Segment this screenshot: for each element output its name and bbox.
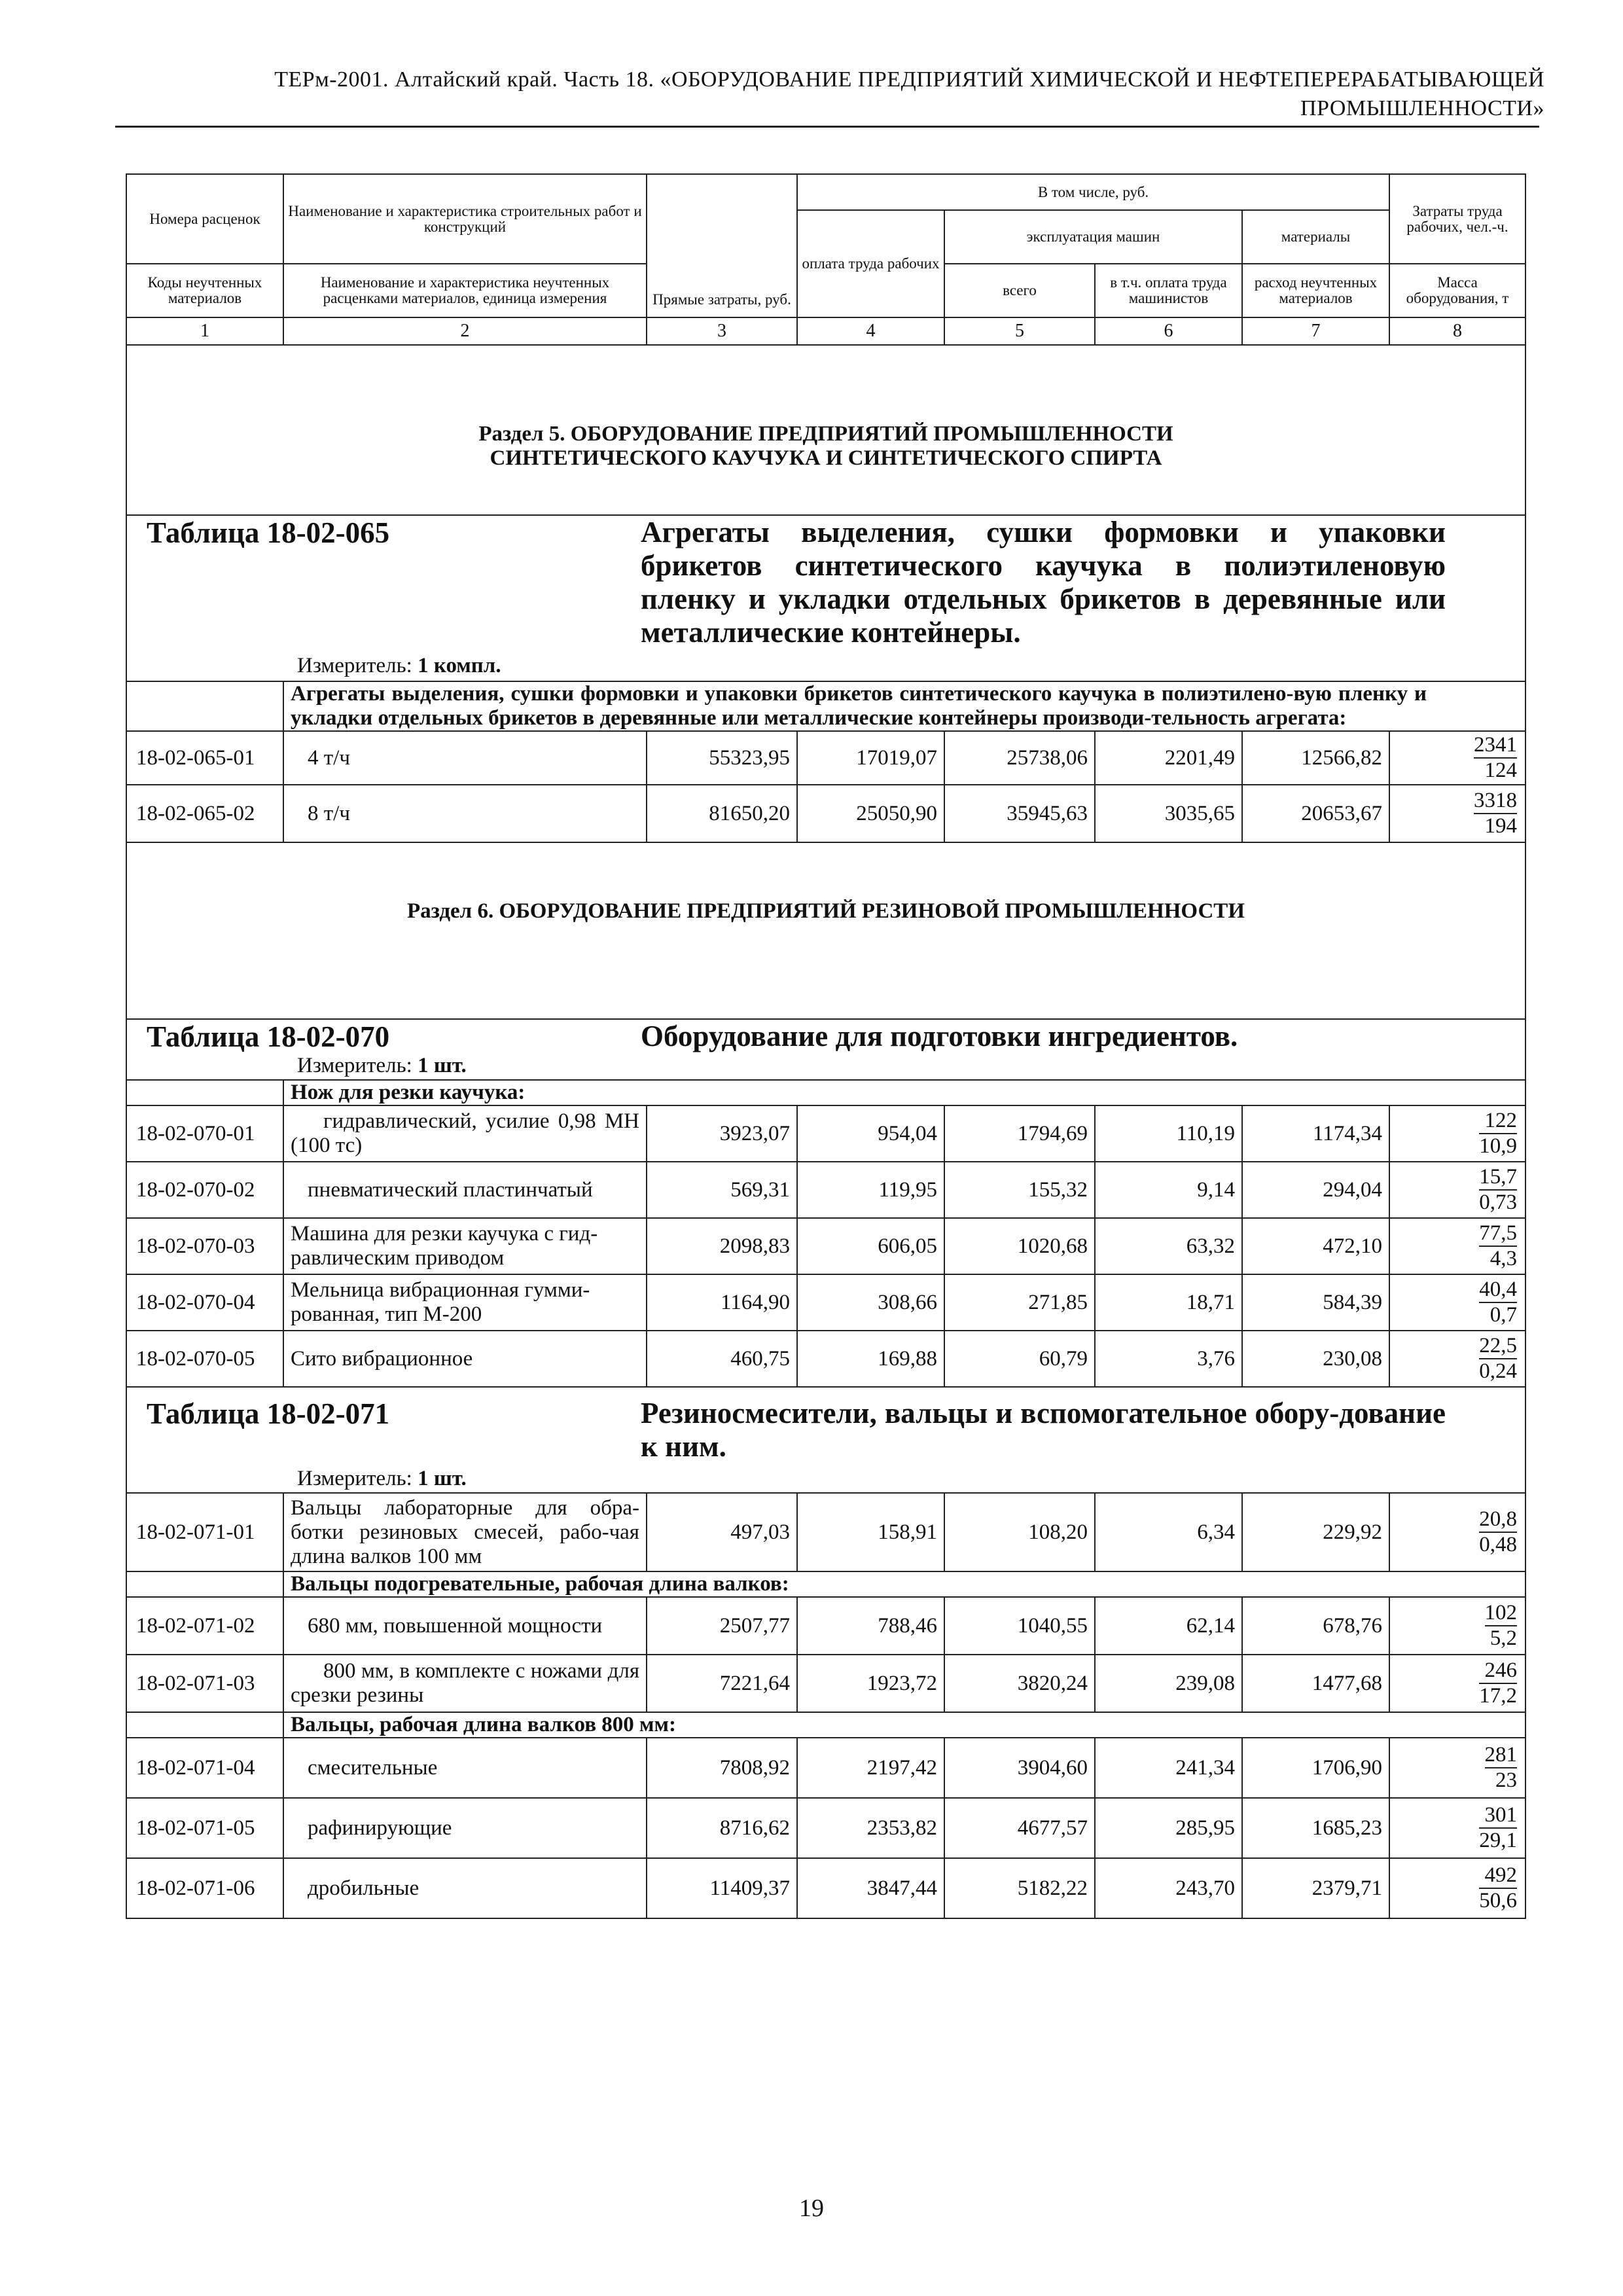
table-row — [126, 731, 1525, 785]
table-row — [126, 1655, 1525, 1712]
direct-cost: 569,31 — [647, 1162, 797, 1218]
wages: 1923,72 — [797, 1655, 944, 1712]
machinist-wages: 62,14 — [1095, 1597, 1242, 1655]
wages: 308,66 — [797, 1274, 944, 1331]
direct-cost: 7221,64 — [647, 1655, 797, 1712]
table-065-group: Агрегаты выделения, сушки формовки и упаковки брикетов синтетического каучука в полиэтилено-вую пленку и укладки отдельных брикетов в деревянные или металлические контейнеры производи-тельность агрегата: — [283, 681, 1525, 731]
wages: 788,46 — [797, 1597, 944, 1655]
wages: 158,91 — [797, 1493, 944, 1571]
direct-cost: 55323,95 — [647, 731, 797, 785]
wages: 3847,44 — [797, 1858, 944, 1918]
table-070-desc: Оборудование для подготовки ингредиентов. — [641, 1020, 1238, 1052]
table-row — [126, 1331, 1525, 1387]
labor-mass — [1389, 1162, 1525, 1218]
header-rule — [115, 126, 1539, 128]
machinist-wages: 3035,65 — [1095, 785, 1242, 842]
labor-mass — [1389, 1597, 1525, 1655]
th-total: всего — [944, 264, 1095, 317]
rate-code: 18-02-065-01 — [126, 731, 283, 785]
materials: 1706,90 — [1242, 1738, 1389, 1798]
labor: 22,5 — [1479, 1334, 1518, 1357]
machinist-wages: 3,76 — [1095, 1331, 1242, 1387]
direct-cost: 11409,37 — [647, 1858, 797, 1918]
materials: 678,76 — [1242, 1597, 1389, 1655]
labor-mass — [1389, 1493, 1525, 1571]
machines-total: 4677,57 — [944, 1798, 1095, 1858]
mass: 0,48 — [1479, 1533, 1518, 1556]
th-incl: В том числе, руб. — [797, 174, 1389, 210]
machines-total: 1020,68 — [944, 1218, 1095, 1274]
rate-name: 800 мм, в комплекте с ножами для срезки резины — [283, 1655, 647, 1712]
table-065-heading — [126, 515, 1525, 681]
table-row — [126, 1597, 1525, 1655]
materials: 1174,34 — [1242, 1105, 1389, 1162]
rate-code: 18-02-071-05 — [126, 1798, 283, 1858]
materials: 1685,23 — [1242, 1798, 1389, 1858]
table-body — [126, 345, 1525, 1918]
machines-total: 3820,24 — [944, 1655, 1095, 1712]
wages: 606,05 — [797, 1218, 944, 1274]
mass: 29,1 — [1479, 1829, 1518, 1852]
mass: 10,9 — [1479, 1134, 1518, 1158]
machinist-wages: 63,32 — [1095, 1218, 1242, 1274]
wages: 954,04 — [797, 1105, 944, 1162]
mass: 5,2 — [1485, 1625, 1518, 1651]
labor-mass — [1389, 1655, 1525, 1712]
direct-cost: 2098,83 — [647, 1218, 797, 1274]
machines-total: 155,32 — [944, 1162, 1095, 1218]
direct-cost: 1164,90 — [647, 1274, 797, 1331]
running-header — [118, 65, 1544, 123]
rate-name: Вальцы лабораторные для обра-ботки резиновых смесей, рабо-чая длина валков 100 мм — [283, 1493, 647, 1571]
labor: 122 — [1484, 1109, 1518, 1132]
table-071-group-1: Вальцы подогревательные, рабочая длина валков: — [283, 1571, 1525, 1597]
th-wages: оплата труда рабочих — [797, 210, 944, 317]
wages: 17019,07 — [797, 731, 944, 785]
rate-name: 680 мм, повышенной мощности — [283, 1597, 647, 1655]
table-row — [126, 1105, 1525, 1162]
labor: 40,4 — [1479, 1278, 1518, 1301]
col-num-5: 5 — [944, 317, 1095, 345]
section-5-title-line-1: Раздел 5. ОБОРУДОВАНИЕ ПРЕДПРИЯТИЙ ПРОМЫШЛЕННОСТИ — [478, 422, 1173, 446]
th-machines: эксплуатация машин — [944, 210, 1242, 264]
rate-name: дробильные — [283, 1858, 647, 1918]
wages: 2353,82 — [797, 1798, 944, 1858]
table-row — [126, 1738, 1525, 1798]
labor-mass — [1389, 1274, 1525, 1331]
labor-mass — [1389, 1105, 1525, 1162]
table-row — [126, 1798, 1525, 1858]
rate-code: 18-02-065-02 — [126, 785, 283, 842]
direct-cost: 2507,77 — [647, 1597, 797, 1655]
direct-cost: 3923,07 — [647, 1105, 797, 1162]
rate-name: пневматический пластинчатый — [283, 1162, 647, 1218]
mass: 0,24 — [1479, 1359, 1518, 1383]
materials: 12566,82 — [1242, 731, 1389, 785]
measure-value: 1 шт. — [418, 1054, 467, 1077]
labor-mass — [1389, 785, 1525, 842]
machines-total: 3904,60 — [944, 1738, 1095, 1798]
th-mat-name: Наименование и характеристика неучтенных расценками материалов, единица измерения — [283, 264, 647, 317]
mass: 194 — [1474, 813, 1517, 838]
rate-name: Машина для резки каучука с гид-равлическим приводом — [283, 1218, 647, 1274]
machines-total: 271,85 — [944, 1274, 1095, 1331]
machinist-wages: 2201,49 — [1095, 731, 1242, 785]
materials: 20653,67 — [1242, 785, 1389, 842]
mass: 50,6 — [1479, 1889, 1518, 1912]
measure-label: Измеритель: — [297, 1467, 418, 1490]
labor: 246 — [1484, 1659, 1518, 1682]
section-5-title — [126, 345, 1525, 515]
mass: 0,73 — [1479, 1191, 1518, 1214]
rate-name: смесительные — [283, 1738, 647, 1798]
table-071-desc: Резиносмесители, вальцы и вспомогательное обору-дование к ним. — [641, 1397, 1446, 1463]
mass: 0,7 — [1479, 1302, 1517, 1327]
th-labor: Затраты труда рабочих, чел.-ч. — [1389, 174, 1525, 264]
th-materials: материалы — [1242, 210, 1389, 264]
machines-total: 25738,06 — [944, 731, 1095, 785]
price-table — [126, 173, 1526, 1919]
labor-mass — [1389, 1331, 1525, 1387]
table-row — [126, 1493, 1525, 1571]
table-row — [126, 785, 1525, 842]
mass: 17,2 — [1479, 1684, 1518, 1708]
table-071-group-2: Вальцы, рабочая длина валков 800 мм: — [283, 1712, 1525, 1738]
table-065-measure — [297, 654, 501, 678]
page-number: 19 — [799, 2195, 824, 2222]
machines-total: 108,20 — [944, 1493, 1095, 1571]
th-work-name: Наименование и характеристика строительных работ и конструкций — [283, 174, 647, 264]
rate-code: 18-02-070-01 — [126, 1105, 283, 1162]
direct-cost: 497,03 — [647, 1493, 797, 1571]
table-070-heading — [126, 1019, 1525, 1080]
table-070-measure — [134, 1054, 641, 1079]
rate-code: 18-02-070-02 — [126, 1162, 283, 1218]
table-071-heading — [126, 1387, 1525, 1493]
wages: 25050,90 — [797, 785, 944, 842]
materials: 472,10 — [1242, 1218, 1389, 1274]
labor: 77,5 — [1479, 1221, 1518, 1245]
header-line-2: ПРОМЫШЛЕННОСТИ» — [1300, 96, 1544, 120]
table-071-measure — [297, 1467, 467, 1491]
labor-mass — [1389, 1738, 1525, 1798]
rate-name: 8 т/ч — [283, 785, 647, 842]
machinist-wages: 285,95 — [1095, 1798, 1242, 1858]
rate-name: Сито вибрационное — [283, 1331, 647, 1387]
labor-mass — [1389, 1798, 1525, 1858]
rate-code: 18-02-071-04 — [126, 1738, 283, 1798]
th-incl-wages: в т.ч. оплата труда машинистов — [1095, 264, 1242, 317]
rate-code: 18-02-070-04 — [126, 1274, 283, 1331]
table-row — [126, 1858, 1525, 1918]
machines-total: 35945,63 — [944, 785, 1095, 842]
th-rates-no: Номера расценок — [126, 174, 283, 264]
materials: 229,92 — [1242, 1493, 1389, 1571]
col-num-6: 6 — [1095, 317, 1242, 345]
labor: 3318 — [1474, 789, 1518, 812]
rate-name: рафинирующие — [283, 1798, 647, 1858]
labor: 492 — [1484, 1863, 1518, 1887]
wages: 169,88 — [797, 1331, 944, 1387]
materials: 584,39 — [1242, 1274, 1389, 1331]
measure-value: 1 шт. — [418, 1467, 467, 1490]
machinist-wages: 241,34 — [1095, 1738, 1242, 1798]
rate-code: 18-02-071-06 — [126, 1858, 283, 1918]
machines-total: 60,79 — [944, 1331, 1095, 1387]
col-num-7: 7 — [1242, 317, 1389, 345]
labor: 281 — [1484, 1743, 1518, 1767]
labor: 2341 — [1474, 733, 1518, 757]
th-mat-use: расход неучтенных материалов — [1242, 264, 1389, 317]
wages: 119,95 — [797, 1162, 944, 1218]
machinist-wages: 6,34 — [1095, 1493, 1242, 1571]
table-065-desc: Агрегаты выделения, сушки формовки и упаковки брикетов синтетического каучука в полиэтиленовую пленку и укладки отдельных брикетов в деревянные или металлические контейнеры. — [641, 516, 1446, 649]
col-num-3: 3 — [647, 317, 797, 345]
wages: 2197,42 — [797, 1738, 944, 1798]
section-5-title-line-2: СИНТЕТИЧЕСКОГО КАУЧУКА И СИНТЕТИЧЕСКОГО СПИРТА — [490, 446, 1162, 470]
table-row — [126, 1218, 1525, 1274]
materials: 294,04 — [1242, 1162, 1389, 1218]
machines-total: 1040,55 — [944, 1597, 1095, 1655]
machinist-wages: 9,14 — [1095, 1162, 1242, 1218]
labor-mass — [1389, 731, 1525, 785]
machines-total: 1794,69 — [944, 1105, 1095, 1162]
labor: 20,8 — [1479, 1507, 1518, 1531]
direct-cost: 460,75 — [647, 1331, 797, 1387]
rate-code: 18-02-071-03 — [126, 1655, 283, 1712]
col-num-4: 4 — [797, 317, 944, 345]
table-head — [126, 174, 1525, 345]
th-codes: Коды неучтенных материалов — [126, 264, 283, 317]
table-070-title: Таблица 18-02-070 — [147, 1020, 390, 1053]
section-6-title: Раздел 6. ОБОРУДОВАНИЕ ПРЕДПРИЯТИЙ РЕЗИНОВОЙ ПРОМЫШЛЕННОСТИ — [126, 842, 1525, 1019]
th-mass: Масса оборудования, т — [1389, 264, 1525, 317]
direct-cost: 8716,62 — [647, 1798, 797, 1858]
th-direct: Прямые затраты, руб. — [647, 174, 797, 317]
labor: 15,7 — [1479, 1165, 1518, 1189]
labor-mass — [1389, 1218, 1525, 1274]
rate-name: 4 т/ч — [283, 731, 647, 785]
mass: 23 — [1485, 1767, 1518, 1793]
rate-code: 18-02-071-02 — [126, 1597, 283, 1655]
machinist-wages: 18,71 — [1095, 1274, 1242, 1331]
rate-name: гидравлический, усилие 0,98 МН (100 тс) — [283, 1105, 647, 1162]
materials: 2379,71 — [1242, 1858, 1389, 1918]
machinist-wages: 110,19 — [1095, 1105, 1242, 1162]
mass: 4,3 — [1479, 1246, 1517, 1271]
mass: 124 — [1474, 757, 1517, 783]
labor: 102 — [1484, 1601, 1518, 1624]
table-row — [126, 1274, 1525, 1331]
col-num-1: 1 — [126, 317, 283, 345]
machinist-wages: 243,70 — [1095, 1858, 1242, 1918]
machinist-wages: 239,08 — [1095, 1655, 1242, 1712]
materials: 230,08 — [1242, 1331, 1389, 1387]
table-070-group: Нож для резки каучука: — [283, 1080, 1525, 1105]
col-num-8: 8 — [1389, 317, 1525, 345]
materials: 1477,68 — [1242, 1655, 1389, 1712]
rate-name: Мельница вибрационная гумми-рованная, тип М-200 — [283, 1274, 647, 1331]
machines-total: 5182,22 — [944, 1858, 1095, 1918]
direct-cost: 81650,20 — [647, 785, 797, 842]
table-row — [126, 1162, 1525, 1218]
col-num-2: 2 — [283, 317, 647, 345]
measure-value: 1 компл. — [418, 654, 501, 677]
header-line-1: ТЕРм-2001. Алтайский край. Часть 18. «ОБОРУДОВАНИЕ ПРЕДПРИЯТИЙ ХИМИЧЕСКОЙ И НЕФТЕПЕРЕРАБАТЫВАЮЩЕЙ — [274, 67, 1544, 92]
rate-code: 18-02-070-03 — [126, 1218, 283, 1274]
table-065-title: Таблица 18-02-065 — [147, 516, 390, 549]
labor-mass — [1389, 1858, 1525, 1918]
labor: 301 — [1484, 1803, 1518, 1827]
direct-cost: 7808,92 — [647, 1738, 797, 1798]
table-071-title: Таблица 18-02-071 — [147, 1397, 390, 1430]
rate-code: 18-02-070-05 — [126, 1331, 283, 1387]
rate-code: 18-02-071-01 — [126, 1493, 283, 1571]
measure-label: Измеритель: — [297, 1054, 418, 1077]
measure-label: Измеритель: — [297, 654, 418, 677]
